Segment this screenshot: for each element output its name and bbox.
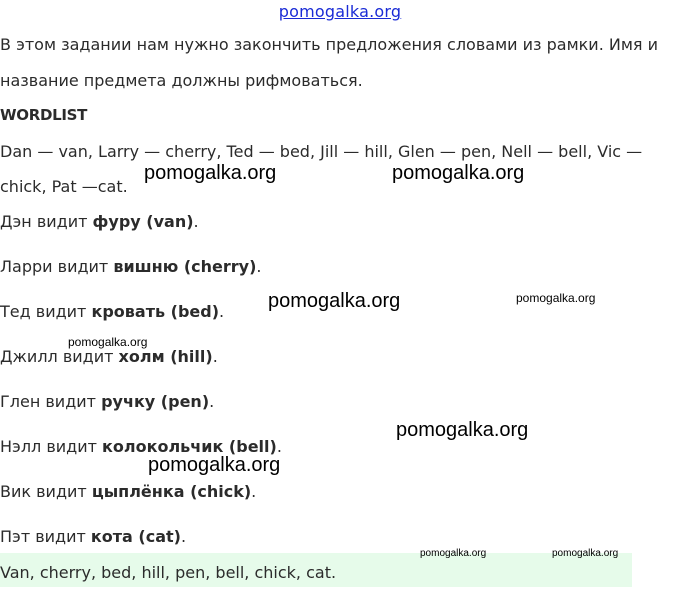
- wordlist-line-1: Dan — van, Larry — cherry, Ted — bed, Jill — hill, Glen — pen, Nell — bell, Vic —: [0, 142, 643, 161]
- watermark: pomogalka.org: [396, 419, 529, 441]
- sentence-suffix: .: [256, 257, 262, 276]
- watermark: pomogalka.org: [392, 162, 525, 184]
- watermark: pomogalka.org: [148, 454, 281, 476]
- sentence-7: [0, 526, 186, 548]
- sentence-0: [0, 211, 199, 233]
- watermark: pomogalka.org: [516, 291, 596, 305]
- sentence-suffix: .: [212, 347, 218, 366]
- sentence-answer: вишню (cherry): [113, 257, 257, 276]
- sentence-prefix: Дэн видит: [0, 212, 93, 231]
- sentence-suffix: .: [193, 212, 199, 231]
- sentence-suffix: .: [180, 527, 187, 546]
- sentence-1: [0, 256, 262, 278]
- answer-text: Van, cherry, bed, hill, pen, bell, chick, cat.: [0, 563, 337, 582]
- wordlist-heading: WORDLIST: [0, 106, 88, 124]
- sentence-answer: кота (cat): [90, 527, 181, 546]
- wordlist-line-2: chick, Pat —cat.: [0, 177, 128, 196]
- watermark: pomogalka.org: [420, 548, 487, 559]
- watermark: pomogalka.org: [552, 548, 619, 559]
- sentence-answer: кровать (bed): [91, 302, 220, 321]
- sentence-4: [0, 391, 214, 413]
- sentence-answer: ручку (pen): [101, 392, 210, 411]
- sentence-prefix: Джилл видит: [0, 347, 119, 366]
- sentence-suffix: .: [209, 392, 215, 411]
- sentence-2: [0, 301, 224, 323]
- watermark: pomogalka.org: [68, 335, 148, 349]
- sentence-3: [0, 346, 218, 368]
- header-watermark: pomogalka.org: [278, 2, 402, 21]
- watermark: pomogalka.org: [144, 162, 277, 184]
- sentence-answer: цыплёнка (chick): [91, 482, 252, 501]
- sentence-answer: колокольчик (bell): [102, 437, 277, 456]
- sentence-prefix: Глен видит: [0, 392, 102, 411]
- watermark: pomogalka.org: [268, 290, 401, 312]
- intro-line-2: название предмета должны рифмоваться.: [0, 71, 363, 90]
- sentence-answer: холм (hill): [118, 347, 213, 366]
- sentence-suffix: .: [276, 437, 282, 456]
- sentence-prefix: Пэт видит: [0, 527, 91, 546]
- intro-line-1: В этом задании нам нужно закончить предложения словами из рамки. Имя и: [0, 35, 659, 54]
- sentence-prefix: Вик видит: [0, 482, 92, 501]
- sentence-suffix: .: [251, 482, 257, 501]
- sentence-6: [0, 481, 256, 503]
- sentence-answer: фуру (van): [92, 212, 194, 231]
- sentence-prefix: Тед видит: [0, 302, 92, 321]
- sentence-prefix: Нэлл видит: [0, 437, 103, 456]
- sentence-prefix: Ларри видит: [0, 257, 114, 276]
- sentence-suffix: .: [219, 302, 225, 321]
